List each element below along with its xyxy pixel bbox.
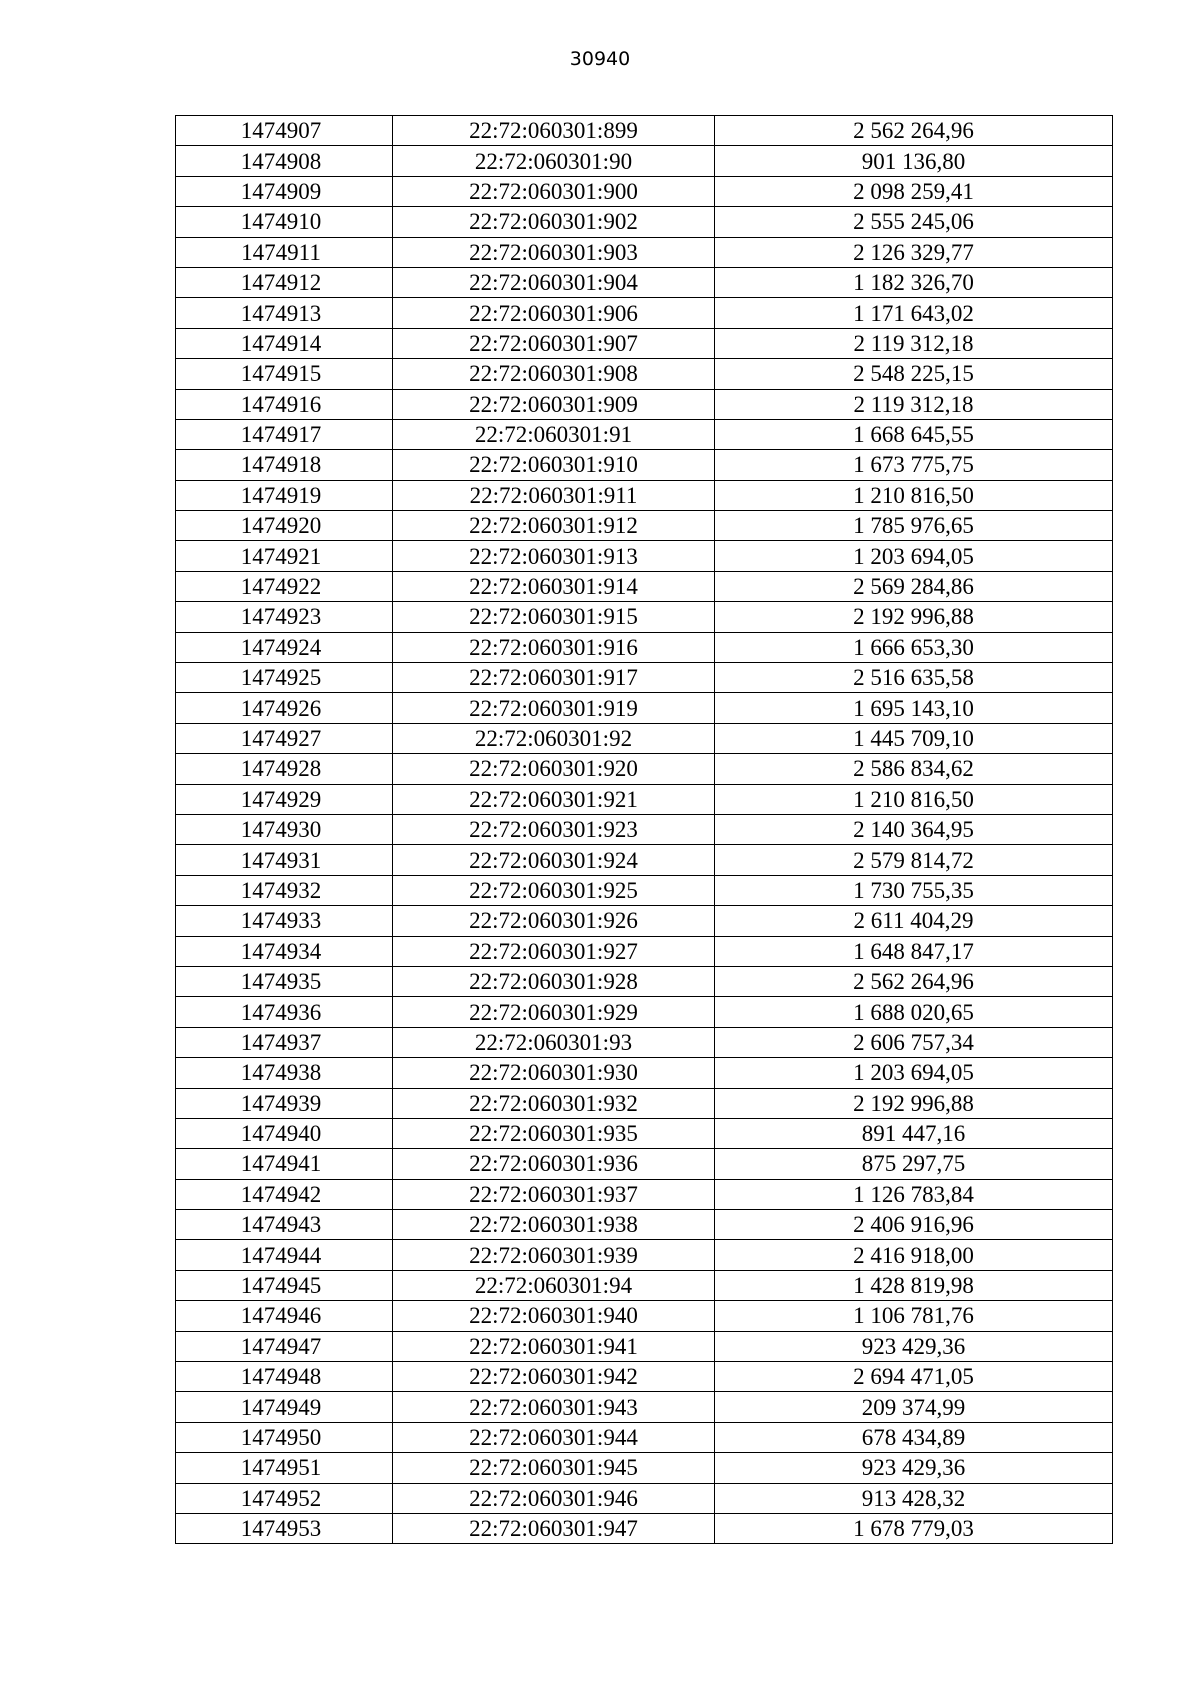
cadastral-number-cell: 22:72:060301:925 — [393, 875, 715, 905]
cadastral-number-cell: 22:72:060301:90 — [393, 146, 715, 176]
table-row — [176, 966, 1113, 996]
row-id-cell: 1474949 — [176, 1392, 393, 1422]
value-cell: 2 579 814,72 — [715, 845, 1113, 875]
value-cell: 1 126 783,84 — [715, 1179, 1113, 1209]
value-cell: 2 126 329,77 — [715, 237, 1113, 267]
row-id-cell: 1474916 — [176, 389, 393, 419]
cadastral-number-cell: 22:72:060301:941 — [393, 1331, 715, 1361]
cadastral-number-cell: 22:72:060301:945 — [393, 1453, 715, 1483]
page-number: 30940 — [569, 48, 631, 70]
cadastral-number-cell: 22:72:060301:927 — [393, 936, 715, 966]
cadastral-number-cell: 22:72:060301:903 — [393, 237, 715, 267]
row-id-cell: 1474940 — [176, 1118, 393, 1148]
value-cell: 1 785 976,65 — [715, 511, 1113, 541]
value-cell: 1 673 775,75 — [715, 450, 1113, 480]
cadastral-number-cell: 22:72:060301:930 — [393, 1058, 715, 1088]
table-row — [176, 1331, 1113, 1361]
table-row — [176, 723, 1113, 753]
table-row — [176, 1149, 1113, 1179]
value-cell: 2 192 996,88 — [715, 602, 1113, 632]
cadastral-number-cell: 22:72:060301:919 — [393, 693, 715, 723]
row-id-cell: 1474925 — [176, 663, 393, 693]
row-id-cell: 1474923 — [176, 602, 393, 632]
row-id-cell: 1474928 — [176, 754, 393, 784]
table-row — [176, 116, 1113, 146]
row-id-cell: 1474930 — [176, 814, 393, 844]
cadastral-number-cell: 22:72:060301:915 — [393, 602, 715, 632]
value-cell: 2 119 312,18 — [715, 328, 1113, 358]
cadastral-number-cell: 22:72:060301:926 — [393, 906, 715, 936]
table-row — [176, 176, 1113, 206]
records-table — [175, 115, 1113, 1544]
row-id-cell: 1474927 — [176, 723, 393, 753]
table-row — [176, 1453, 1113, 1483]
row-id-cell: 1474951 — [176, 1453, 393, 1483]
cadastral-number-cell: 22:72:060301:924 — [393, 845, 715, 875]
table-row — [176, 1270, 1113, 1300]
value-cell: 923 429,36 — [715, 1331, 1113, 1361]
value-cell: 1 688 020,65 — [715, 997, 1113, 1027]
table-row — [176, 1027, 1113, 1057]
table-row — [176, 207, 1113, 237]
cadastral-number-cell: 22:72:060301:935 — [393, 1118, 715, 1148]
cadastral-number-cell: 22:72:060301:906 — [393, 298, 715, 328]
row-id-cell: 1474910 — [176, 207, 393, 237]
cadastral-number-cell: 22:72:060301:94 — [393, 1270, 715, 1300]
table-row — [176, 1058, 1113, 1088]
table-row — [176, 845, 1113, 875]
cadastral-number-cell: 22:72:060301:940 — [393, 1301, 715, 1331]
cadastral-number-cell: 22:72:060301:920 — [393, 754, 715, 784]
cadastral-number-cell: 22:72:060301:942 — [393, 1362, 715, 1392]
value-cell: 2 140 364,95 — [715, 814, 1113, 844]
cadastral-number-cell: 22:72:060301:916 — [393, 632, 715, 662]
value-cell: 1 106 781,76 — [715, 1301, 1113, 1331]
row-id-cell: 1474942 — [176, 1179, 393, 1209]
cadastral-number-cell: 22:72:060301:937 — [393, 1179, 715, 1209]
value-cell: 2 562 264,96 — [715, 116, 1113, 146]
table-row — [176, 663, 1113, 693]
row-id-cell: 1474932 — [176, 875, 393, 905]
cadastral-number-cell: 22:72:060301:913 — [393, 541, 715, 571]
value-cell: 2 119 312,18 — [715, 389, 1113, 419]
row-id-cell: 1474950 — [176, 1422, 393, 1452]
value-cell: 678 434,89 — [715, 1422, 1113, 1452]
cadastral-number-cell: 22:72:060301:946 — [393, 1483, 715, 1513]
cadastral-number-cell: 22:72:060301:944 — [393, 1422, 715, 1452]
value-cell: 2 694 471,05 — [715, 1362, 1113, 1392]
cadastral-number-cell: 22:72:060301:928 — [393, 966, 715, 996]
cadastral-number-cell: 22:72:060301:914 — [393, 571, 715, 601]
table-row — [176, 298, 1113, 328]
row-id-cell: 1474933 — [176, 906, 393, 936]
cadastral-number-cell: 22:72:060301:900 — [393, 176, 715, 206]
value-cell: 1 171 643,02 — [715, 298, 1113, 328]
cadastral-number-cell: 22:72:060301:907 — [393, 328, 715, 358]
cadastral-number-cell: 22:72:060301:929 — [393, 997, 715, 1027]
cadastral-number-cell: 22:72:060301:947 — [393, 1513, 715, 1543]
cadastral-number-cell: 22:72:060301:923 — [393, 814, 715, 844]
table-row — [176, 541, 1113, 571]
value-cell: 1 445 709,10 — [715, 723, 1113, 753]
value-cell: 2 098 259,41 — [715, 176, 1113, 206]
row-id-cell: 1474914 — [176, 328, 393, 358]
value-cell: 1 730 755,35 — [715, 875, 1113, 905]
row-id-cell: 1474947 — [176, 1331, 393, 1361]
table-row — [176, 906, 1113, 936]
value-cell: 1 668 645,55 — [715, 419, 1113, 449]
value-cell: 1 695 143,10 — [715, 693, 1113, 723]
cadastral-number-cell: 22:72:060301:909 — [393, 389, 715, 419]
value-cell: 1 648 847,17 — [715, 936, 1113, 966]
table-row — [176, 936, 1113, 966]
value-cell: 923 429,36 — [715, 1453, 1113, 1483]
table-row — [176, 328, 1113, 358]
table-row — [176, 1210, 1113, 1240]
cadastral-number-cell: 22:72:060301:899 — [393, 116, 715, 146]
cadastral-number-cell: 22:72:060301:912 — [393, 511, 715, 541]
value-cell: 875 297,75 — [715, 1149, 1113, 1179]
value-cell: 2 611 404,29 — [715, 906, 1113, 936]
table-row — [176, 1179, 1113, 1209]
table-row — [176, 389, 1113, 419]
table-row — [176, 450, 1113, 480]
value-cell: 1 210 816,50 — [715, 784, 1113, 814]
row-id-cell: 1474919 — [176, 480, 393, 510]
table-row — [176, 480, 1113, 510]
table-row — [176, 602, 1113, 632]
table-row — [176, 784, 1113, 814]
row-id-cell: 1474912 — [176, 267, 393, 297]
row-id-cell: 1474909 — [176, 176, 393, 206]
value-cell: 2 416 918,00 — [715, 1240, 1113, 1270]
table-row — [176, 814, 1113, 844]
table-row — [176, 1513, 1113, 1543]
table-row — [176, 1301, 1113, 1331]
row-id-cell: 1474915 — [176, 359, 393, 389]
row-id-cell: 1474946 — [176, 1301, 393, 1331]
value-cell: 2 516 635,58 — [715, 663, 1113, 693]
table-row — [176, 693, 1113, 723]
value-cell: 901 136,80 — [715, 146, 1113, 176]
value-cell: 209 374,99 — [715, 1392, 1113, 1422]
cadastral-number-cell: 22:72:060301:93 — [393, 1027, 715, 1057]
cadastral-number-cell: 22:72:060301:936 — [393, 1149, 715, 1179]
table-row — [176, 1483, 1113, 1513]
value-cell: 1 203 694,05 — [715, 541, 1113, 571]
row-id-cell: 1474935 — [176, 966, 393, 996]
row-id-cell: 1474945 — [176, 1270, 393, 1300]
row-id-cell: 1474943 — [176, 1210, 393, 1240]
table-row — [176, 146, 1113, 176]
cadastral-number-cell: 22:72:060301:902 — [393, 207, 715, 237]
row-id-cell: 1474937 — [176, 1027, 393, 1057]
table-row — [176, 1422, 1113, 1452]
value-cell: 2 192 996,88 — [715, 1088, 1113, 1118]
row-id-cell: 1474938 — [176, 1058, 393, 1088]
value-cell: 2 406 916,96 — [715, 1210, 1113, 1240]
value-cell: 2 548 225,15 — [715, 359, 1113, 389]
value-cell: 2 569 284,86 — [715, 571, 1113, 601]
value-cell: 913 428,32 — [715, 1483, 1113, 1513]
table-row — [176, 571, 1113, 601]
value-cell: 1 210 816,50 — [715, 480, 1113, 510]
table-row — [176, 237, 1113, 267]
value-cell: 2 555 245,06 — [715, 207, 1113, 237]
cadastral-number-cell: 22:72:060301:938 — [393, 1210, 715, 1240]
row-id-cell: 1474952 — [176, 1483, 393, 1513]
cadastral-number-cell: 22:72:060301:910 — [393, 450, 715, 480]
cadastral-number-cell: 22:72:060301:904 — [393, 267, 715, 297]
cadastral-number-cell: 22:72:060301:943 — [393, 1392, 715, 1422]
table-row — [176, 632, 1113, 662]
cadastral-number-cell: 22:72:060301:932 — [393, 1088, 715, 1118]
row-id-cell: 1474929 — [176, 784, 393, 814]
value-cell: 1 666 653,30 — [715, 632, 1113, 662]
table-row — [176, 1362, 1113, 1392]
table-row — [176, 511, 1113, 541]
table-row — [176, 875, 1113, 905]
row-id-cell: 1474944 — [176, 1240, 393, 1270]
cadastral-number-cell: 22:72:060301:908 — [393, 359, 715, 389]
row-id-cell: 1474917 — [176, 419, 393, 449]
value-cell: 1 428 819,98 — [715, 1270, 1113, 1300]
records-table-body — [176, 116, 1113, 1544]
table-row — [176, 1240, 1113, 1270]
row-id-cell: 1474911 — [176, 237, 393, 267]
row-id-cell: 1474926 — [176, 693, 393, 723]
cadastral-number-cell: 22:72:060301:917 — [393, 663, 715, 693]
row-id-cell: 1474948 — [176, 1362, 393, 1392]
value-cell: 2 586 834,62 — [715, 754, 1113, 784]
row-id-cell: 1474953 — [176, 1513, 393, 1543]
table-row — [176, 359, 1113, 389]
value-cell: 1 203 694,05 — [715, 1058, 1113, 1088]
cadastral-number-cell: 22:72:060301:91 — [393, 419, 715, 449]
value-cell: 1 678 779,03 — [715, 1513, 1113, 1543]
row-id-cell: 1474918 — [176, 450, 393, 480]
row-id-cell: 1474921 — [176, 541, 393, 571]
row-id-cell: 1474934 — [176, 936, 393, 966]
value-cell: 2 562 264,96 — [715, 966, 1113, 996]
value-cell: 2 606 757,34 — [715, 1027, 1113, 1057]
table-row — [176, 267, 1113, 297]
row-id-cell: 1474939 — [176, 1088, 393, 1118]
table-row — [176, 997, 1113, 1027]
row-id-cell: 1474908 — [176, 146, 393, 176]
table-row — [176, 1392, 1113, 1422]
row-id-cell: 1474936 — [176, 997, 393, 1027]
row-id-cell: 1474922 — [176, 571, 393, 601]
table-row — [176, 419, 1113, 449]
cadastral-number-cell: 22:72:060301:92 — [393, 723, 715, 753]
value-cell: 1 182 326,70 — [715, 267, 1113, 297]
value-cell: 891 447,16 — [715, 1118, 1113, 1148]
cadastral-number-cell: 22:72:060301:921 — [393, 784, 715, 814]
row-id-cell: 1474913 — [176, 298, 393, 328]
table-row — [176, 1118, 1113, 1148]
row-id-cell: 1474907 — [176, 116, 393, 146]
cadastral-number-cell: 22:72:060301:911 — [393, 480, 715, 510]
table-row — [176, 754, 1113, 784]
cadastral-number-cell: 22:72:060301:939 — [393, 1240, 715, 1270]
row-id-cell: 1474931 — [176, 845, 393, 875]
row-id-cell: 1474941 — [176, 1149, 393, 1179]
row-id-cell: 1474924 — [176, 632, 393, 662]
row-id-cell: 1474920 — [176, 511, 393, 541]
table-row — [176, 1088, 1113, 1118]
